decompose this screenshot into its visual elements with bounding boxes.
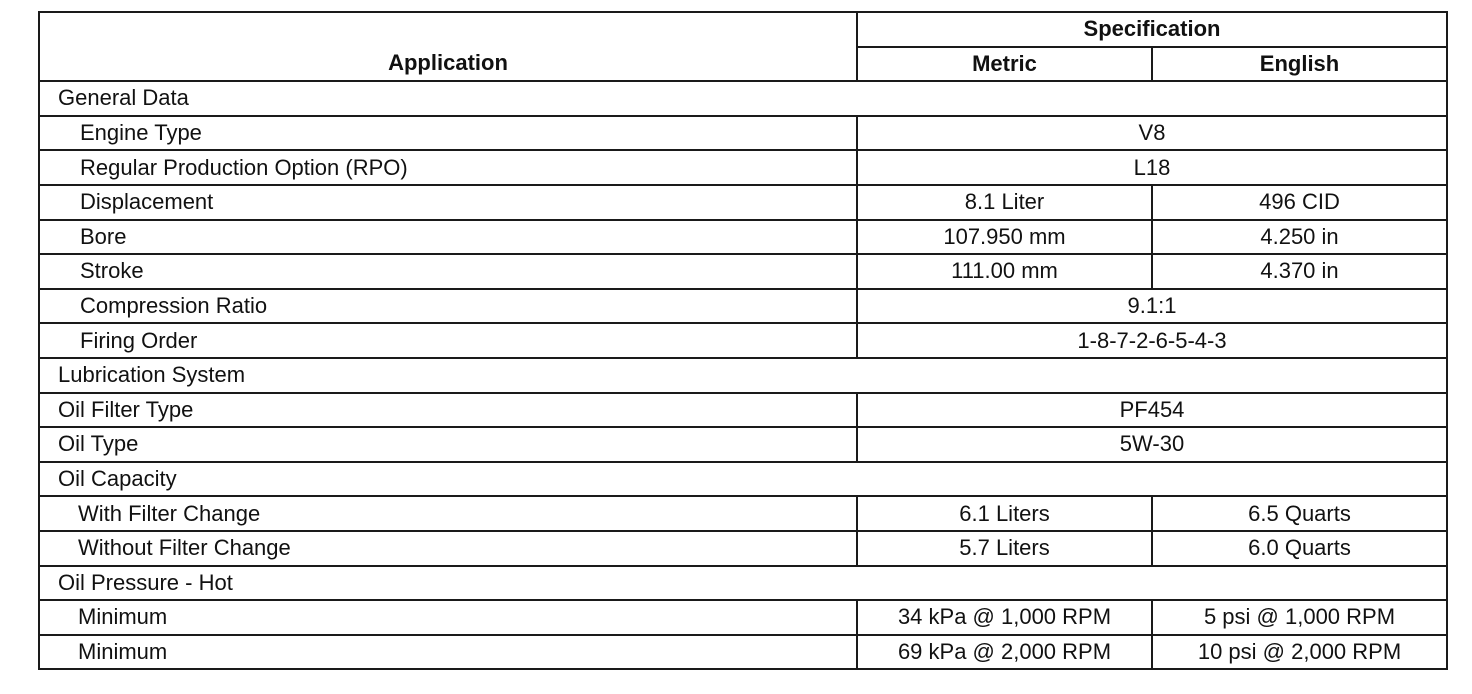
- minimum-2000-english: 10 psi @ 2,000 RPM: [1152, 635, 1447, 670]
- table-row: [39, 116, 1447, 151]
- section-general-data: General Data: [39, 81, 1447, 116]
- section-row: [39, 81, 1447, 116]
- minimum-1000-label: Minimum: [39, 600, 857, 635]
- minimum-2000-label: Minimum: [39, 635, 857, 670]
- table-row: [39, 220, 1447, 255]
- table-row: [39, 185, 1447, 220]
- compression-ratio-label: Compression Ratio: [39, 289, 857, 324]
- table-row: [39, 323, 1447, 358]
- minimum-1000-english: 5 psi @ 1,000 RPM: [1152, 600, 1447, 635]
- bore-label: Bore: [39, 220, 857, 255]
- displacement-english: 496 CID: [1152, 185, 1447, 220]
- bore-english: 4.250 in: [1152, 220, 1447, 255]
- section-row: [39, 566, 1447, 601]
- stroke-metric: 111.00 mm: [857, 254, 1152, 289]
- section-oil-capacity: Oil Capacity: [39, 462, 1447, 497]
- engine-type-value: V8: [857, 116, 1447, 151]
- engine-specification-table: [38, 11, 1448, 670]
- specification-header: Specification: [857, 12, 1447, 47]
- section-row: [39, 358, 1447, 393]
- with-filter-change-label: With Filter Change: [39, 496, 857, 531]
- header-row-top: [39, 12, 1447, 47]
- table-row: [39, 531, 1447, 566]
- section-oil-pressure-hot: Oil Pressure - Hot: [39, 566, 1447, 601]
- specification-table-wrapper: [38, 11, 1446, 670]
- oil-filter-type-label: Oil Filter Type: [39, 393, 857, 428]
- section-row: [39, 462, 1447, 497]
- displacement-metric: 8.1 Liter: [857, 185, 1152, 220]
- engine-type-label: Engine Type: [39, 116, 857, 151]
- oil-filter-type-value: PF454: [857, 393, 1447, 428]
- with-filter-change-metric: 6.1 Liters: [857, 496, 1152, 531]
- section-lubrication-system: Lubrication System: [39, 358, 1447, 393]
- minimum-2000-metric: 69 kPa @ 2,000 RPM: [857, 635, 1152, 670]
- table-row: [39, 289, 1447, 324]
- without-filter-change-english: 6.0 Quarts: [1152, 531, 1447, 566]
- with-filter-change-english: 6.5 Quarts: [1152, 496, 1447, 531]
- table-row: [39, 427, 1447, 462]
- english-header: English: [1152, 47, 1447, 82]
- minimum-1000-metric: 34 kPa @ 1,000 RPM: [857, 600, 1152, 635]
- table-row: [39, 393, 1447, 428]
- bore-metric: 107.950 mm: [857, 220, 1152, 255]
- table-row: [39, 254, 1447, 289]
- displacement-label: Displacement: [39, 185, 857, 220]
- application-header: Application: [39, 12, 857, 81]
- oil-type-value: 5W-30: [857, 427, 1447, 462]
- metric-header: Metric: [857, 47, 1152, 82]
- oil-type-label: Oil Type: [39, 427, 857, 462]
- table-row: [39, 496, 1447, 531]
- table-row: [39, 150, 1447, 185]
- rpo-label: Regular Production Option (RPO): [39, 150, 857, 185]
- rpo-value: L18: [857, 150, 1447, 185]
- without-filter-change-metric: 5.7 Liters: [857, 531, 1152, 566]
- stroke-label: Stroke: [39, 254, 857, 289]
- firing-order-value: 1-8-7-2-6-5-4-3: [857, 323, 1447, 358]
- table-row: [39, 635, 1447, 670]
- without-filter-change-label: Without Filter Change: [39, 531, 857, 566]
- firing-order-label: Firing Order: [39, 323, 857, 358]
- compression-ratio-value: 9.1:1: [857, 289, 1447, 324]
- stroke-english: 4.370 in: [1152, 254, 1447, 289]
- table-row: [39, 600, 1447, 635]
